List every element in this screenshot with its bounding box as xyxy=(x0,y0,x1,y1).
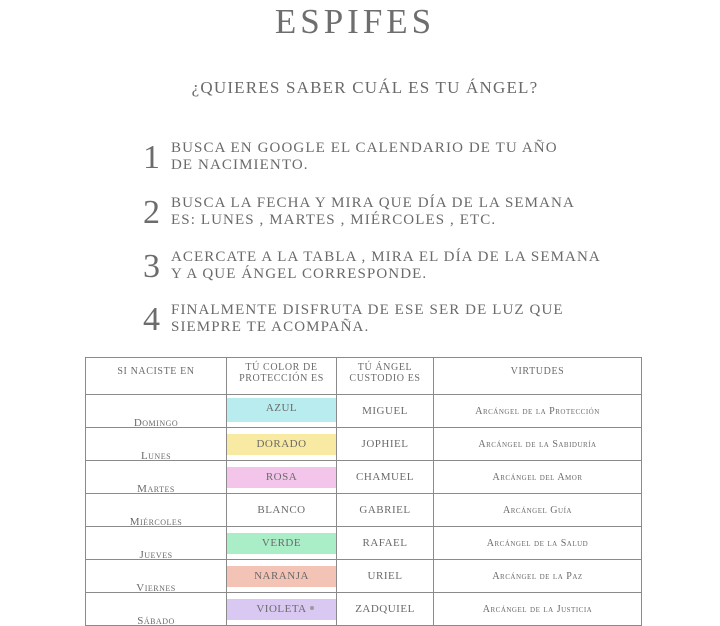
table-row xyxy=(86,461,642,494)
color-swatch: ROSA xyxy=(227,467,336,488)
step-number: 3 xyxy=(143,248,160,285)
cell-angel: GABRIEL xyxy=(337,494,434,527)
table-header-row xyxy=(86,358,642,395)
table-row xyxy=(86,428,642,461)
header-color: TÚ COLOR DE PROTECCIÓN ES xyxy=(227,358,337,395)
step-line: ES: LUNES , MARTES , MIÉRCOLES , ETC. xyxy=(171,212,497,228)
cell-color xyxy=(227,428,337,461)
step-text xyxy=(171,249,601,283)
step-line: ACERCATE A LA TABLA , MIRA EL DÍA DE LA SEMANA xyxy=(171,249,601,265)
step-text xyxy=(171,195,575,229)
step-text xyxy=(171,140,558,174)
step-4 xyxy=(143,300,613,340)
step-number: 1 xyxy=(143,139,160,176)
header-day: SI NACISTE EN xyxy=(86,358,227,395)
step-line: DE NACIMIENTO. xyxy=(171,157,309,173)
cell-color xyxy=(227,527,337,560)
cell-angel: URIEL xyxy=(337,560,434,593)
cell-angel: JOPHIEL xyxy=(337,428,434,461)
step-text xyxy=(171,302,564,336)
step-number: 2 xyxy=(143,194,160,231)
cell-virtue: Arcángel de la Protección xyxy=(434,395,642,428)
decorative-dot xyxy=(310,606,314,610)
cell-color xyxy=(227,494,337,527)
table-row xyxy=(86,560,642,593)
color-swatch: VERDE xyxy=(227,533,336,554)
step-line: BUSCA EN GOOGLE EL CALENDARIO DE TU AÑO xyxy=(171,140,558,156)
cell-virtue: Arcángel de la Paz xyxy=(434,560,642,593)
header-angel: TÚ ÁNGEL CUSTODIO ES xyxy=(337,358,434,395)
cell-angel: ZADQUIEL xyxy=(337,593,434,626)
table-row xyxy=(86,593,642,626)
cell-virtue: Arcángel de la Justicia xyxy=(434,593,642,626)
cell-day: Martes xyxy=(86,461,227,494)
step-line: FINALMENTE DISFRUTA DE ESE SER DE LUZ QUE xyxy=(171,302,564,318)
cell-virtue: Arcángel de la Sabiduría xyxy=(434,428,642,461)
step-2 xyxy=(143,193,613,233)
step-line: Y A QUE ÁNGEL CORRESPONDE. xyxy=(171,266,428,282)
cell-angel: RAFAEL xyxy=(337,527,434,560)
angels-table xyxy=(85,357,642,626)
page-question: ¿QUIERES SABER CUÁL ES TU ÁNGEL? xyxy=(191,78,539,97)
step-number: 4 xyxy=(143,301,160,338)
step-3 xyxy=(143,247,613,287)
table-row xyxy=(86,527,642,560)
color-swatch: NARANJA xyxy=(227,566,336,587)
cell-color xyxy=(227,593,337,626)
cell-angel: MIGUEL xyxy=(337,395,434,428)
color-swatch: VIOLETA xyxy=(227,599,336,620)
cell-day: Viernes xyxy=(86,560,227,593)
table-row xyxy=(86,494,642,527)
step-1 xyxy=(143,138,613,178)
brand-title: ESPIFES xyxy=(274,2,436,41)
color-swatch: AZUL xyxy=(227,398,336,422)
cell-day: Miércoles xyxy=(86,494,227,527)
cell-virtue: Arcángel del Amor xyxy=(434,461,642,494)
step-line: BUSCA LA FECHA Y MIRA QUE DÍA DE LA SEMANA xyxy=(171,195,575,211)
cell-day: Sábado xyxy=(86,593,227,626)
header-virtues: VIRTUDES xyxy=(434,358,642,395)
cell-day: Domingo xyxy=(86,395,227,428)
cell-color xyxy=(227,461,337,494)
cell-day: Jueves xyxy=(86,527,227,560)
color-swatch: DORADO xyxy=(227,434,336,455)
cell-day: Lunes xyxy=(86,428,227,461)
cell-color xyxy=(227,560,337,593)
table-row xyxy=(86,395,642,428)
cell-virtue: Arcángel Guía xyxy=(434,494,642,527)
cell-angel: CHAMUEL xyxy=(337,461,434,494)
color-swatch: BLANCO xyxy=(227,500,336,521)
cell-color xyxy=(227,395,337,428)
cell-virtue: Arcángel de la Salud xyxy=(434,527,642,560)
step-line: SIEMPRE TE ACOMPAÑA. xyxy=(171,319,370,335)
